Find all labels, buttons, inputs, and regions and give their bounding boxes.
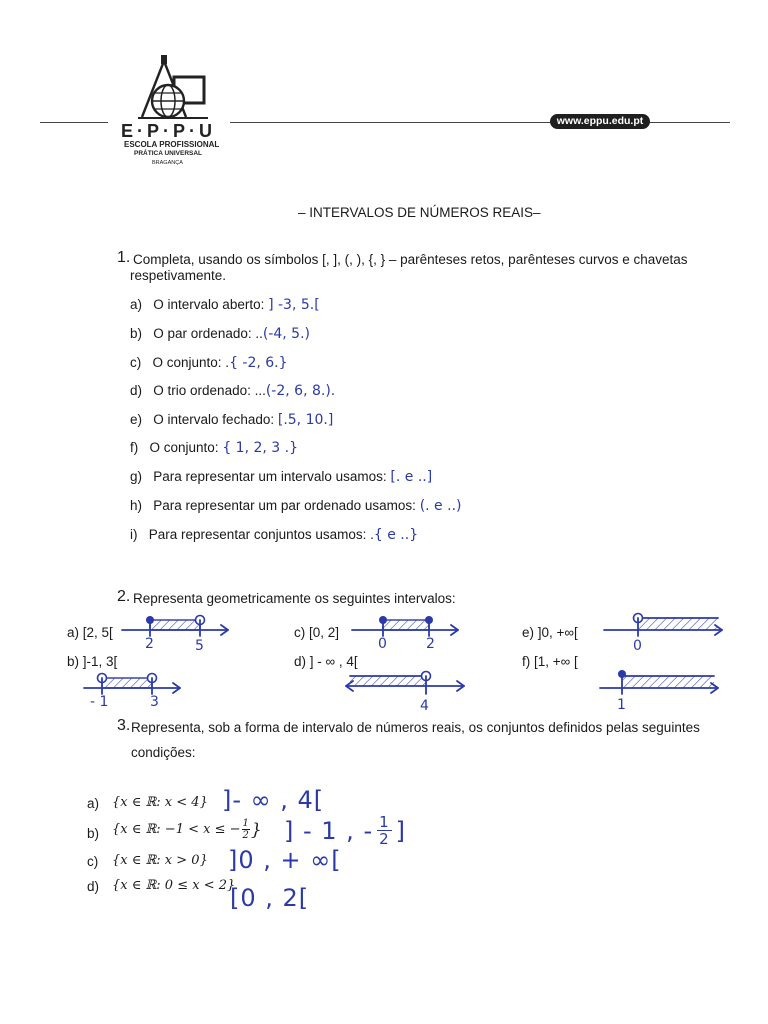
q1-item-text: O conjunto: . — [152, 355, 230, 370]
number-line-d — [340, 666, 470, 706]
number-line-c-tick-right: 2 — [426, 636, 435, 652]
q1-item-label: f) — [130, 440, 139, 455]
q1-item-answer: [. e ..] — [390, 469, 433, 485]
page-title: – INTERVALOS DE NÚMEROS REAIS– — [298, 205, 541, 220]
number-line-a-tick-left: 2 — [145, 636, 154, 652]
q3-item-b-answer-fraction — [377, 814, 392, 847]
q1-item-answer: { e ..} — [373, 527, 419, 543]
number-line-d-tick: 4 — [420, 698, 429, 714]
q1-item-g — [130, 469, 432, 485]
q2-item-b-label: b) ]-1, 3[ — [67, 654, 118, 669]
q1-item-b — [130, 326, 310, 342]
q2-item-d-label: d) ] - ∞ , 4[ — [294, 654, 358, 669]
q3-prompt-line1: Representa, sob a forma de intervalo de números reais, os conjuntos definidos pelas seguintes — [131, 720, 700, 735]
header-rule-right — [230, 122, 730, 123]
q2-number: 2. — [117, 588, 131, 605]
q3-item-a-label: a) — [87, 796, 100, 811]
q3-item-b-set — [112, 818, 262, 841]
q1-item-answer: { -2, 6.} — [229, 355, 288, 371]
q3-item-b-set-start: {x ∈ ℝ: −1 < x ≤ − — [112, 822, 241, 837]
q3-item-a-answer: ]- ∞ , 4[ — [222, 786, 325, 814]
q3-item-c-set: {x ∈ ℝ: x > 0} — [112, 853, 208, 868]
q3-item-b-answer-num: 1 — [379, 813, 390, 831]
q1-prompt-line2: respetivamente. — [130, 268, 227, 283]
q1-item-text: O conjunto: — [149, 440, 223, 455]
number-line-a — [120, 610, 235, 655]
q3-item-b-fraction — [242, 818, 250, 841]
q2-item-e-label: e) ]0, +∞[ — [522, 625, 578, 640]
q3-item-b-answer — [284, 814, 406, 847]
q3-item-a-set: {x ∈ ℝ: x < 4} — [112, 795, 208, 810]
website-url[interactable]: www.eppu.edu.pt — [556, 115, 644, 127]
q1-item-label: i) — [130, 527, 138, 542]
number-line-c-tick-left: 0 — [378, 636, 387, 652]
q3-item-c-answer: ]0 , + ∞[ — [228, 846, 342, 874]
q1-item-answer: (-2, 6, 8.). — [265, 383, 336, 399]
q1-item-i — [130, 527, 418, 543]
number-line-a-tick-right: 5 — [195, 638, 204, 654]
q3-item-b-frac-num: 1 — [242, 818, 249, 829]
q3-item-b-answer-end: ] — [395, 816, 407, 845]
q1-number: 1. — [117, 249, 131, 266]
logo-letters: E·P·P·U — [121, 121, 216, 141]
number-line-b-tick-left: - 1 — [90, 694, 109, 710]
number-line-f — [596, 664, 726, 706]
q1-item-text: O intervalo aberto: — [153, 297, 269, 312]
number-line-e-tick: 0 — [633, 638, 642, 654]
q3-item-d-label: d) — [87, 879, 100, 894]
number-line-b-tick-right: 3 — [150, 694, 159, 710]
q3-prompt-line2: condições: — [131, 745, 196, 760]
q1-item-text: Para representar um intervalo usamos: — [153, 469, 391, 484]
q1-item-label: d) — [130, 383, 143, 398]
q3-number: 3. — [117, 717, 131, 734]
q1-item-text: Para representar um par ordenado usamos: — [153, 498, 420, 513]
q1-item-answer: [.5, 10.] — [277, 412, 334, 428]
q1-item-a — [130, 297, 320, 313]
q1-item-answer: (-4, 5.) — [262, 326, 310, 342]
school-name-line2: PRÁTICA UNIVERSAL — [134, 150, 203, 157]
q1-item-label: g) — [130, 469, 143, 484]
q1-item-answer: (. e ..) — [419, 498, 462, 514]
q3-item-b-answer-start: ] - 1 , - — [284, 816, 374, 845]
q1-item-label: b) — [130, 326, 143, 341]
q2-item-a-label: a) [2, 5[ — [67, 625, 113, 640]
number-line-f-tick: 1 — [617, 697, 626, 713]
q2-item-f-label: f) [1, +∞ [ — [522, 654, 578, 669]
q1-item-text: O trio ordenado: ... — [153, 383, 266, 398]
q1-item-h — [130, 498, 461, 514]
q3-item-b-label: b) — [87, 826, 100, 841]
q1-item-label: c) — [130, 355, 142, 370]
number-line-c — [350, 610, 465, 650]
number-line-e — [600, 608, 730, 648]
q1-item-label: a) — [130, 297, 143, 312]
q1-item-answer: { 1, 2, 3 .} — [222, 440, 298, 456]
q2-item-c-label: c) [0, 2] — [294, 625, 340, 640]
header-rule-left — [40, 122, 108, 123]
school-name-line1: ESCOLA PROFISSIONAL — [124, 140, 220, 149]
q1-item-label: h) — [130, 498, 143, 513]
q1-item-text: Para representar conjuntos usamos: . — [148, 527, 374, 542]
website-badge[interactable] — [550, 114, 650, 129]
q2-prompt: Representa geometricamente os seguintes intervalos: — [133, 591, 456, 606]
q1-item-e — [130, 412, 333, 428]
school-name-line3: BRAGANÇA — [152, 160, 183, 166]
q1-prompt-line1: Completa, usando os símbolos [, ], (, ), {, } – parênteses retos, parênteses curvos e chavetas — [133, 252, 688, 267]
q1-item-c — [130, 355, 288, 371]
q3-item-d-set: {x ∈ ℝ: 0 ≤ x < 2} — [112, 878, 236, 893]
school-logo-icon — [128, 55, 216, 121]
q1-item-text: O intervalo fechado: — [153, 412, 278, 427]
q3-item-b-frac-den: 2 — [242, 830, 249, 841]
q3-item-c-label: c) — [87, 854, 99, 869]
q1-item-d — [130, 383, 335, 399]
q3-item-b-set-end: } — [250, 819, 262, 840]
q3-item-d-answer: [0 , 2[ — [230, 884, 310, 912]
q3-item-b-answer-den: 2 — [379, 830, 390, 848]
q1-item-label: e) — [130, 412, 143, 427]
q1-item-text: O par ordenado: .. — [153, 326, 263, 341]
q1-item-f — [130, 440, 298, 456]
q1-item-answer: ] -3, 5.[ — [268, 297, 320, 313]
